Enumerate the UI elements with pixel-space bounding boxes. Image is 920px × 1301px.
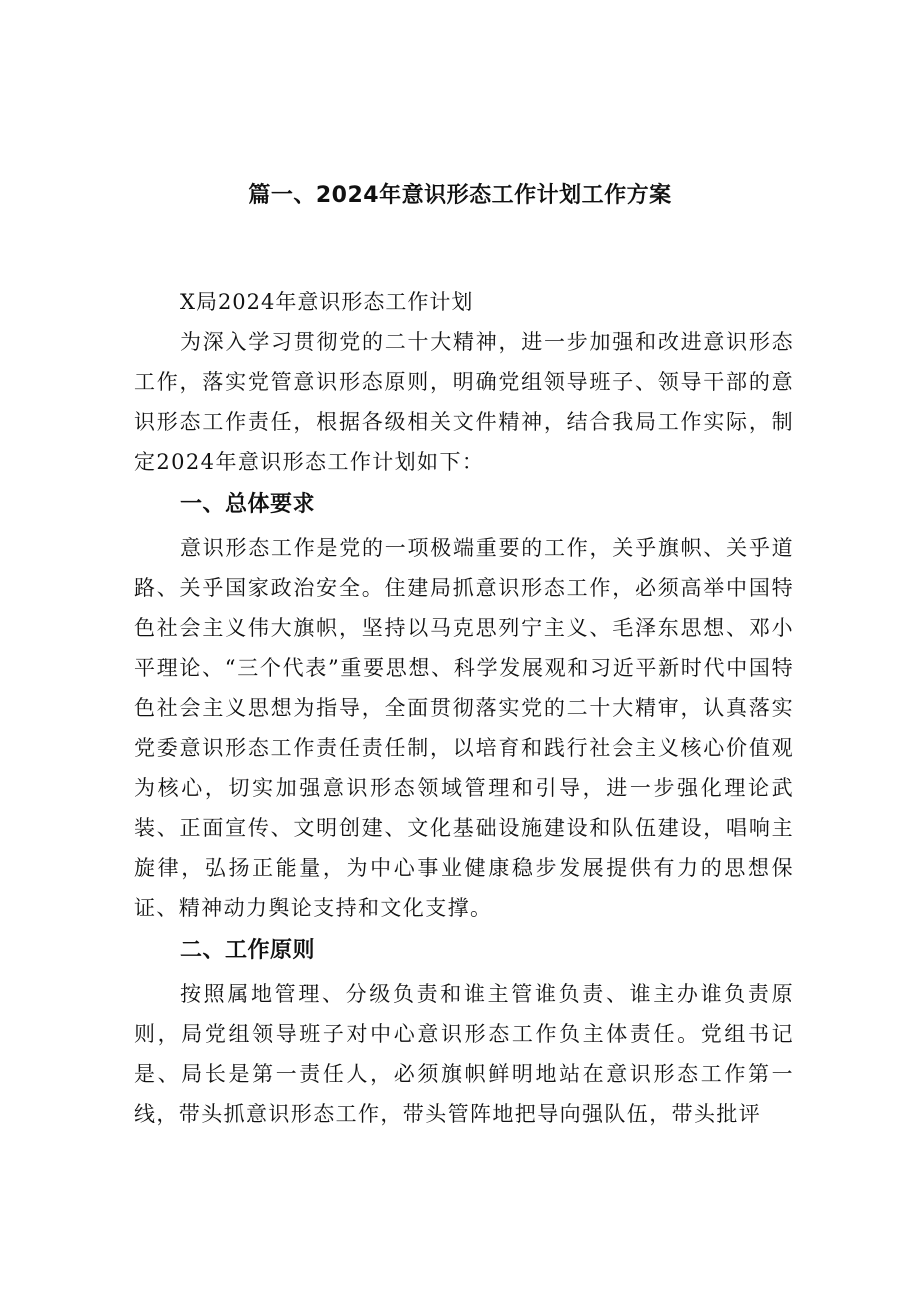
document-subtitle: X局2024年意识形态工作计划 bbox=[180, 290, 474, 314]
document-title: 篇一、2024年意识形态工作计划工作方案 bbox=[248, 183, 672, 208]
section-heading-general-requirements: 一、总体要求 bbox=[180, 492, 316, 517]
document-body bbox=[134, 282, 794, 1134]
section-heading-work-principles: 二、工作原则 bbox=[180, 938, 316, 963]
section-body-general-requirements: 意识形态工作是党的一项极端重要的工作，关乎旗帜、关乎道路、关乎国家政治安全。住建局抓意识形态工作，必须高举中国特色社会主义伟大旗帜，坚持以马克思列宁主义、毛泽东思想、邓小平理论、“三个代表”重要思想、科学发展观和习近平新时代中国特色社会主义思想为指导，全面贯彻落实党的二十大精审，认真落实党委意识形态工作责任责任制，以培育和践行社会主义核心价值观为核心，切实加强意识形态领域管理和引导，进一步强化理论武装、正面宣传、文明创建、文化基础设施建设和队伍建设，唱响主旋律，弘扬正能量，为中心事业健康稳步发展提供有力的思想保证、精神动力舆论支持和文化支撑。 bbox=[134, 536, 794, 920]
intro-paragraph: 为深入学习贯彻党的二十大精神，进一步加强和改进意识形态工作，落实党管意识形态原则，明确党组领导班子、领导干部的意识形态工作责任，根据各级相关文件精神，结合我局工作实际，制定2024年意识形态工作计划如下： bbox=[134, 330, 794, 474]
section-body-work-principles: 按照属地管理、分级负责和谁主管谁负责、谁主办谁负责原则，局党组领导班子对中心意识形态工作负主体责任。党组书记是、局长是第一责任人，必须旗帜鲜明地站在意识形态工作第一线，带头抓意识形态工作，带头管阵地把导向强队伍，带头批评 bbox=[134, 982, 794, 1126]
